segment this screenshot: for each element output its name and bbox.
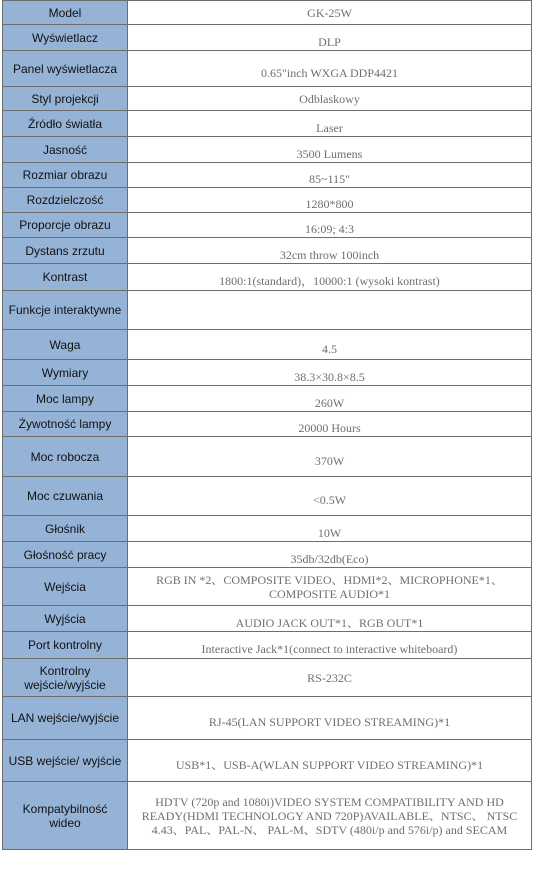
spec-value: 20000 Hours (128, 412, 532, 437)
table-row (3, 437, 532, 477)
spec-value: Odblaskowy (128, 87, 532, 111)
spec-label: Głośność pracy (3, 542, 128, 568)
spec-value: <0.5W (128, 477, 532, 516)
spec-value: 85~115" (128, 163, 532, 188)
table-row (3, 330, 532, 360)
table-row (3, 87, 532, 111)
spec-value: 260W (128, 386, 532, 412)
spec-label: LAN wejście/wyjście (3, 697, 128, 740)
spec-label: Dystans zrzutu (3, 238, 128, 264)
spec-value: 4.5 (128, 330, 532, 360)
table-row (3, 163, 532, 188)
spec-value: 10W (128, 516, 532, 542)
table-row (3, 412, 532, 437)
spec-value: AUDIO JACK OUT*1、RGB OUT*1 (128, 606, 532, 632)
spec-value: 1800:1(standard)，10000:1 (wysoki kontrast) (128, 264, 532, 291)
spec-value: 32cm throw 100inch (128, 238, 532, 264)
spec-label: USB wejście/ wyjście (3, 740, 128, 782)
table-row (3, 291, 532, 330)
spec-label: Wyjścia (3, 606, 128, 632)
spec-label: Waga (3, 330, 128, 360)
spec-label: Model (3, 1, 128, 25)
spec-label: Rozdzielczość (3, 188, 128, 213)
table-row (3, 659, 532, 697)
spec-value: 35db/32db(Eco) (128, 542, 532, 568)
table-row (3, 697, 532, 740)
spec-value: Interactive Jack*1(connect to interactive whiteboard) (128, 632, 532, 659)
spec-label: Moc czuwania (3, 477, 128, 516)
spec-label: Głośnik (3, 516, 128, 542)
spec-value: 3500 Lumens (128, 137, 532, 163)
spec-value: USB*1、USB-A(WLAN SUPPORT VIDEO STREAMING)*1 (128, 740, 532, 782)
spec-value (128, 291, 532, 330)
spec-label: Jasność (3, 137, 128, 163)
table-row (3, 51, 532, 87)
table-row (3, 360, 532, 386)
table-row (3, 137, 532, 163)
table-row (3, 782, 532, 850)
spec-table (2, 0, 532, 850)
spec-label: Funkcje interaktywne (3, 291, 128, 330)
spec-label: Wyświetlacz (3, 25, 128, 51)
table-row (3, 238, 532, 264)
spec-label: Żywotność lampy (3, 412, 128, 437)
table-row (3, 1, 532, 25)
spec-value: DLP (128, 25, 532, 51)
spec-label: Kontrolny wejście/wyjście (3, 659, 128, 697)
spec-value: HDTV (720p and 1080i)VIDEO SYSTEM COMPATIBILITY AND HD READY(HDMI TECHNOLOGY AND 720P)AVAILABLE、NTSC、 NTSC 4.43、PAL、PAL-N、 PAL-M、SDTV (480i/p and 576i/p) and SECAM (128, 782, 532, 850)
spec-label: Wymiary (3, 360, 128, 386)
spec-label: Styl projekcji (3, 87, 128, 111)
spec-value: 0.65"inch WXGA DDP4421 (128, 51, 532, 87)
table-row (3, 740, 532, 782)
spec-value: RJ-45(LAN SUPPORT VIDEO STREAMING)*1 (128, 697, 532, 740)
table-row (3, 386, 532, 412)
spec-label: Wejścia (3, 568, 128, 606)
table-row (3, 568, 532, 606)
table-row (3, 213, 532, 238)
spec-label: Panel wyświetlacza (3, 51, 128, 87)
table-row (3, 25, 532, 51)
spec-value: RS-232C (128, 659, 532, 697)
spec-label: Kontrast (3, 264, 128, 291)
table-row (3, 606, 532, 632)
spec-value: GK-25W (128, 1, 532, 25)
spec-label: Moc lampy (3, 386, 128, 412)
spec-label: Port kontrolny (3, 632, 128, 659)
spec-label: Kompatybilność wideo (3, 782, 128, 850)
spec-value: 1280*800 (128, 188, 532, 213)
table-row (3, 632, 532, 659)
spec-value: 16:09; 4:3 (128, 213, 532, 238)
spec-label: Rozmiar obrazu (3, 163, 128, 188)
spec-value: Laser (128, 111, 532, 137)
spec-value: RGB IN *2、COMPOSITE VIDEO、HDMI*2、MICROPHONE*1、COMPOSITE AUDIO*1 (128, 568, 532, 606)
spec-value: 38.3×30.8×8.5 (128, 360, 532, 386)
table-row (3, 542, 532, 568)
table-row (3, 477, 532, 516)
spec-value: 370W (128, 437, 532, 477)
table-row (3, 188, 532, 213)
table-row (3, 111, 532, 137)
table-row (3, 264, 532, 291)
spec-label: Źródło światła (3, 111, 128, 137)
table-row (3, 516, 532, 542)
spec-label: Proporcje obrazu (3, 213, 128, 238)
spec-label: Moc robocza (3, 437, 128, 477)
